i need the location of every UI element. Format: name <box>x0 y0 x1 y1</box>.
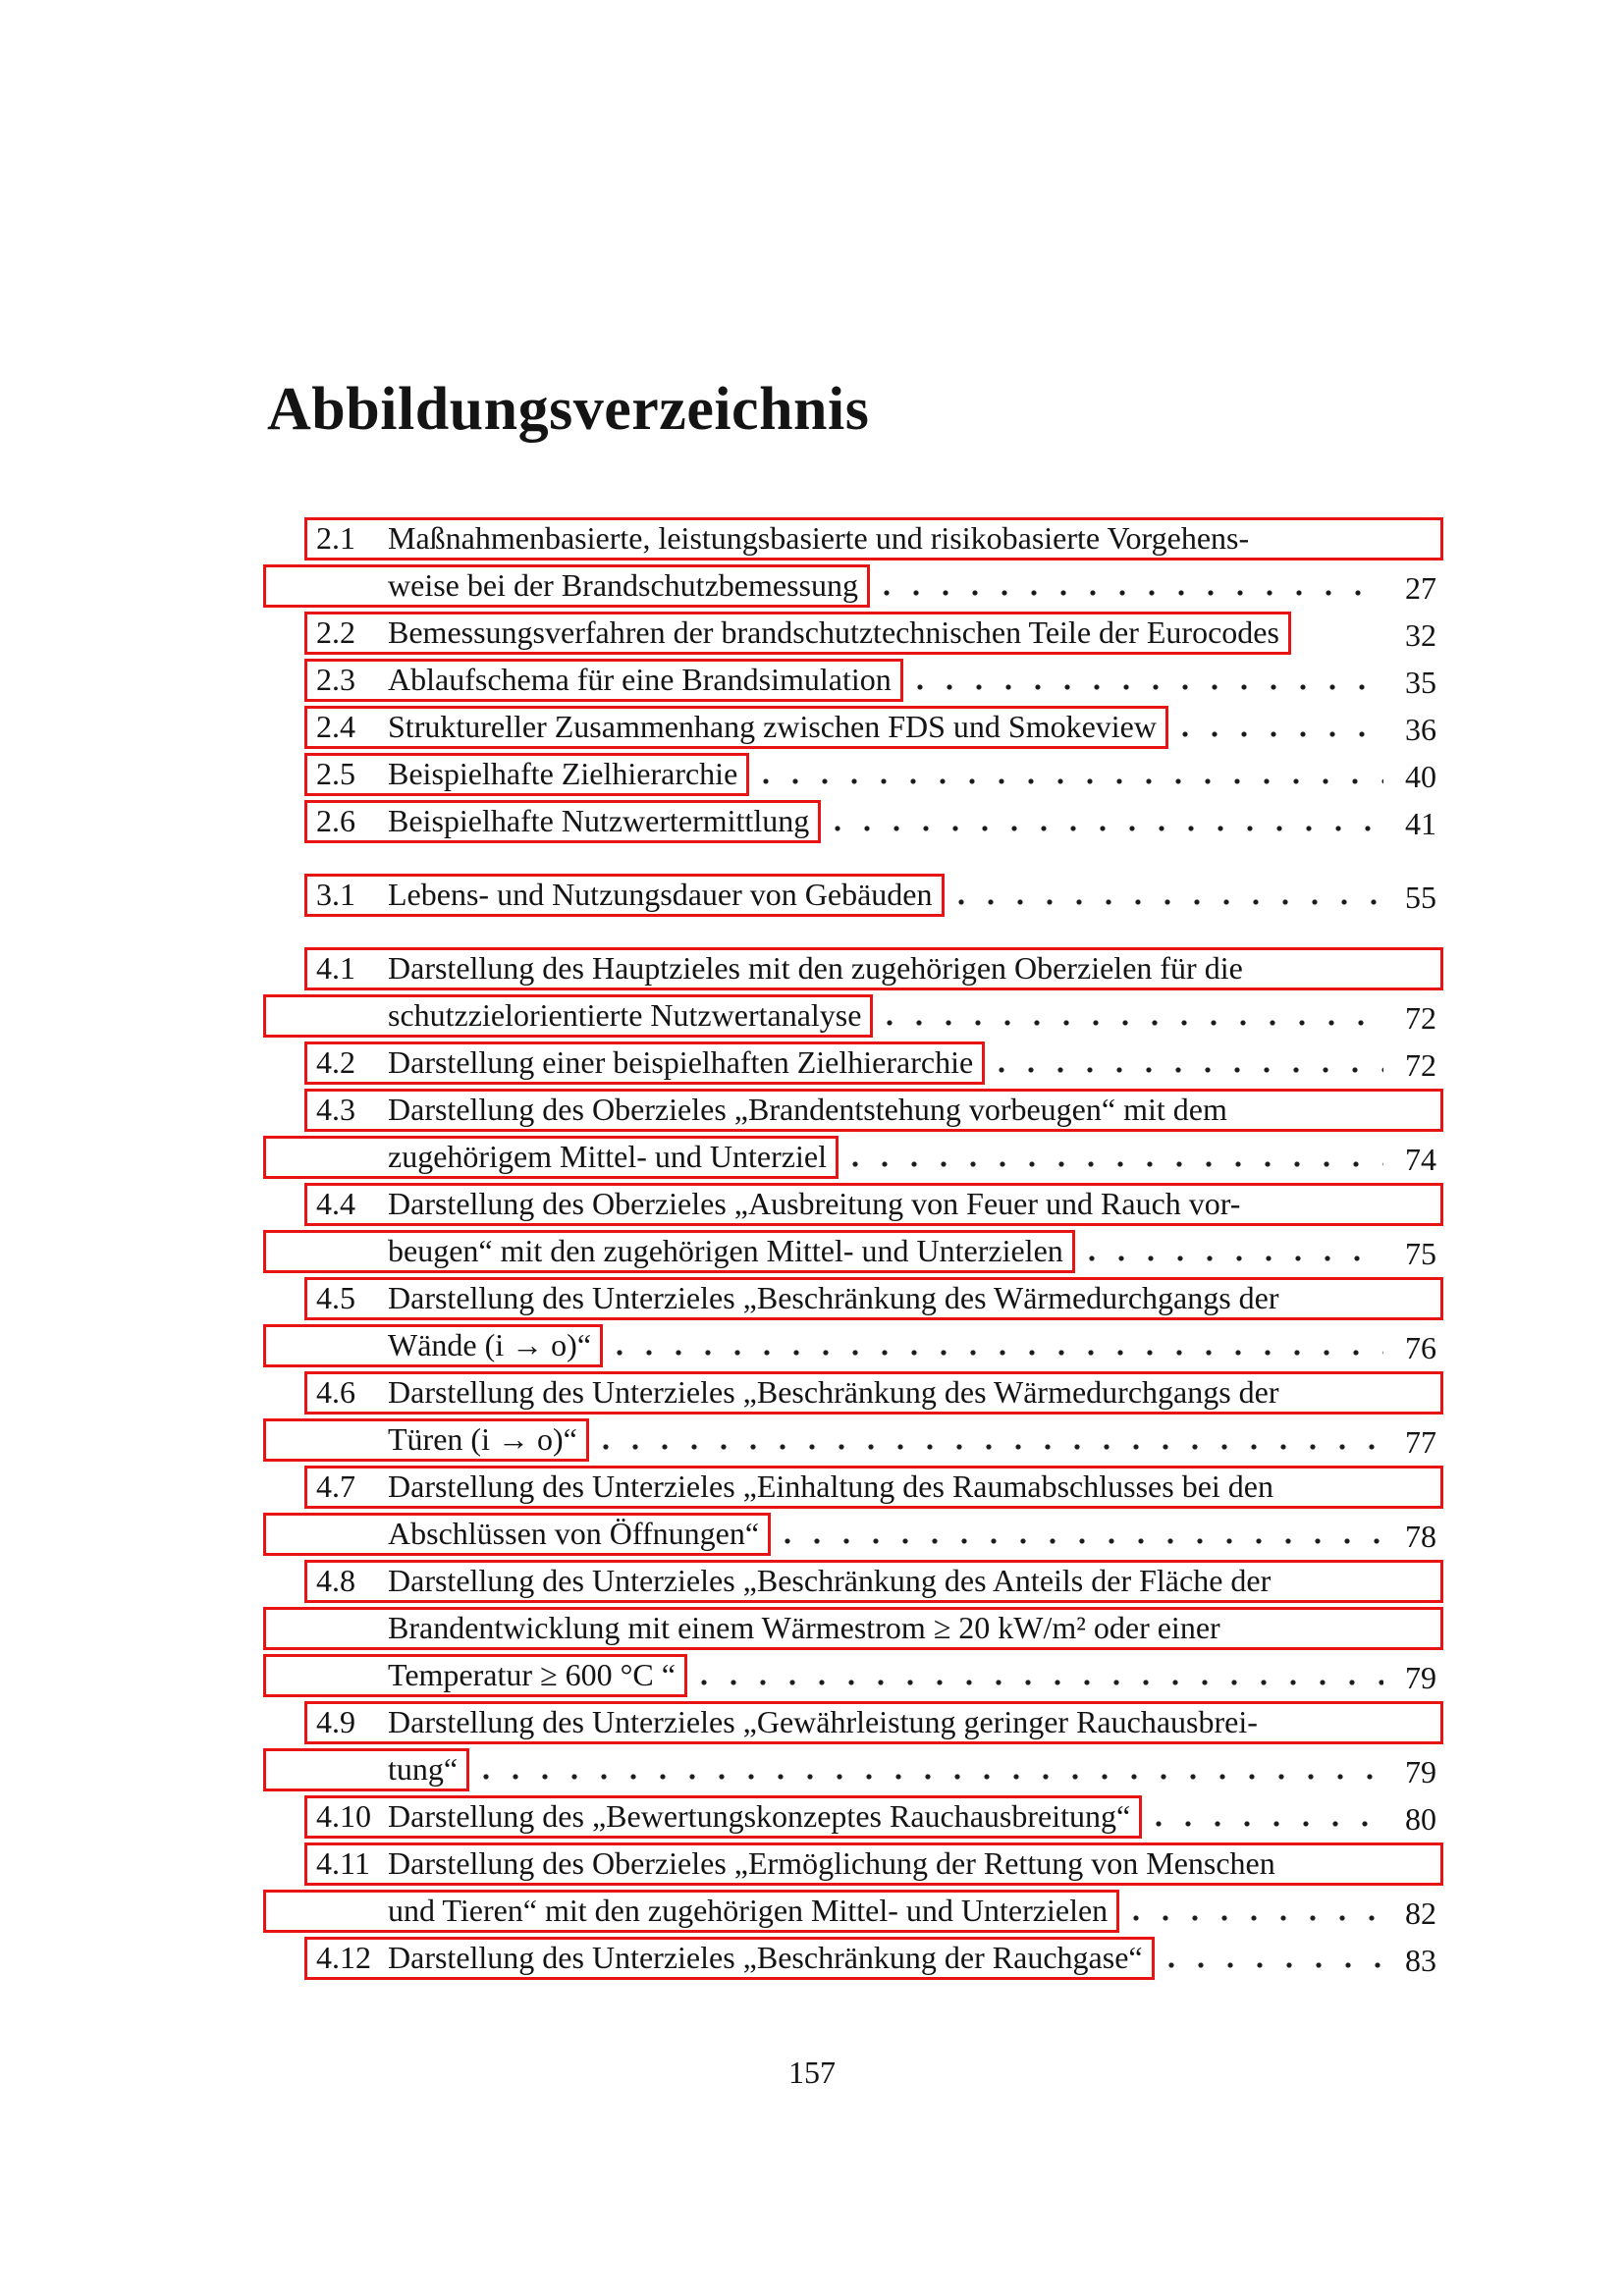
figure-number: 4.2 <box>316 1044 355 1080</box>
figure-link[interactable] <box>263 564 870 608</box>
toc-entry-line <box>316 1556 1436 1603</box>
dot-leader <box>617 1350 1383 1356</box>
page-ref: 72 <box>1405 1047 1436 1083</box>
figure-link[interactable] <box>263 1418 589 1462</box>
figure-number: 4.10 <box>316 1798 371 1834</box>
figure-number: 4.8 <box>316 1563 355 1598</box>
dot-leader <box>1089 1255 1383 1261</box>
figure-caption: Darstellung des Unterzieles „Gewährleistung geringer Rauchausbrei- <box>388 1704 1258 1739</box>
page-ref: 55 <box>1405 880 1436 915</box>
page-ref: 27 <box>1405 570 1436 606</box>
figure-number: 4.11 <box>316 1845 370 1881</box>
figure-number: 2.5 <box>316 756 355 791</box>
figure-caption: Abschlüssen von Öffnungen“ <box>388 1516 760 1551</box>
figure-link[interactable] <box>304 947 1443 990</box>
figure-caption: Darstellung des Unterzieles „Einhaltung des Raumabschlusses bei den <box>388 1468 1273 1504</box>
dot-leader <box>483 1774 1383 1780</box>
figure-link[interactable] <box>304 753 749 796</box>
figure-link[interactable] <box>304 1041 985 1085</box>
dot-leader <box>887 1020 1383 1026</box>
page-number: 157 <box>788 2055 836 2090</box>
figure-link[interactable] <box>304 1937 1155 1980</box>
page-ref: 72 <box>1405 1000 1436 1036</box>
figure-caption: und Tieren“ mit den zugehörigen Mittel- und Unterzielen <box>388 1893 1109 1928</box>
figure-caption: Beispielhafte Zielhierarchie <box>388 756 738 791</box>
figure-link[interactable] <box>304 1277 1443 1320</box>
figure-link[interactable] <box>304 517 1443 561</box>
figure-caption: Bemessungsverfahren der brandschutztechnischen Teile der Eurocodes <box>388 614 1279 650</box>
figure-caption: tung“ <box>388 1751 459 1787</box>
dot-leader <box>999 1067 1383 1073</box>
toc-entry-line <box>316 943 1436 990</box>
page-ref: 35 <box>1405 665 1436 700</box>
toc-entry-line <box>316 608 1436 655</box>
page-ref: 74 <box>1405 1142 1436 1177</box>
figure-caption: Darstellung des Hauptzieles mit den zugehörigen Oberzielen für die <box>388 950 1243 986</box>
dot-leader <box>884 590 1383 596</box>
page-ref: 82 <box>1405 1896 1436 1931</box>
toc-entry-line <box>316 870 1436 917</box>
toc-entry-line <box>316 1179 1436 1226</box>
figure-number: 2.6 <box>316 803 355 838</box>
figure-caption: Maßnahmenbasierte, leistungsbasierte und risikobasierte Vorgehens- <box>388 520 1250 556</box>
figure-number: 4.6 <box>316 1374 355 1410</box>
toc-entry-line <box>316 1650 1436 1697</box>
toc-entry-line <box>316 1367 1436 1415</box>
dot-leader <box>835 826 1383 831</box>
toc-entry-line <box>316 1697 1436 1744</box>
page-ref: 32 <box>1405 617 1436 653</box>
page-ref: 79 <box>1405 1754 1436 1789</box>
toc-entry-line <box>316 1273 1436 1320</box>
figure-link[interactable] <box>263 1230 1075 1273</box>
dot-leader <box>1133 1915 1383 1921</box>
toc-entry-line <box>316 1886 1436 1933</box>
toc-entry-line <box>316 1603 1436 1650</box>
figure-caption: Beispielhafte Nutzwertermittlung <box>388 803 810 838</box>
toc-entry-line <box>316 1791 1436 1839</box>
toc-entry-line <box>316 1320 1436 1367</box>
page-ref: 76 <box>1405 1330 1436 1365</box>
figure-caption: Brandentwicklung mit einem Wärmestrom ≥ 20 kW/m² oder einer <box>388 1610 1220 1645</box>
figure-caption: zugehörigem Mittel- und Unterziel <box>388 1139 827 1174</box>
figure-number: 4.7 <box>316 1468 355 1504</box>
dot-leader <box>1305 637 1383 643</box>
toc-entry-line <box>316 1085 1436 1132</box>
toc-entry-line <box>316 1744 1436 1791</box>
toc-entry-line <box>316 749 1436 796</box>
figure-number: 4.5 <box>316 1280 355 1315</box>
dot-leader <box>763 778 1383 784</box>
figure-link[interactable] <box>304 659 903 702</box>
toc-entry-line <box>316 702 1436 749</box>
toc-entry-line <box>316 990 1436 1038</box>
dot-leader <box>701 1680 1383 1685</box>
figure-number: 2.4 <box>316 709 355 744</box>
figure-caption: Darstellung des Unterzieles „Beschränkung des Wärmedurchgangs der <box>388 1280 1279 1315</box>
figure-caption: Darstellung des Oberzieles „Brandentstehung vorbeugen“ mit dem <box>388 1092 1227 1127</box>
figure-link[interactable] <box>263 1136 839 1179</box>
toc-entry-line <box>316 796 1436 843</box>
figure-link[interactable] <box>304 1183 1443 1226</box>
toc-entry-line <box>316 1038 1436 1085</box>
figure-caption: Darstellung des „Bewertungskonzeptes Rauchausbreitung“ <box>388 1798 1131 1834</box>
figure-caption: Türen (i → o)“ <box>388 1421 577 1457</box>
figure-caption: schutzzielorientierte Nutzwertanalyse <box>388 997 862 1033</box>
figure-link[interactable] <box>304 800 821 843</box>
dot-leader <box>1168 1962 1383 1968</box>
figure-link[interactable] <box>304 1560 1443 1603</box>
dot-leader <box>1156 1821 1383 1827</box>
figure-link[interactable] <box>304 706 1168 749</box>
toc-entry-line <box>316 1462 1436 1509</box>
dot-leader <box>1182 731 1383 737</box>
figure-link[interactable] <box>304 1795 1142 1839</box>
page-ref: 40 <box>1405 759 1436 794</box>
dot-leader <box>603 1444 1383 1450</box>
figure-caption: Darstellung einer beispielhaften Zielhierarchie <box>388 1044 974 1080</box>
figure-number: 4.12 <box>316 1940 371 1975</box>
figure-number: 2.3 <box>316 662 355 697</box>
page-title: Abbildungsverzeichnis <box>267 376 870 443</box>
page-ref: 83 <box>1405 1943 1436 1978</box>
figure-link[interactable] <box>263 1654 687 1697</box>
figure-link[interactable] <box>263 1748 469 1791</box>
figure-link[interactable] <box>263 994 873 1038</box>
figure-caption: Temperatur ≥ 600 °C “ <box>388 1657 676 1692</box>
page-ref: 36 <box>1405 712 1436 747</box>
toc-entry-line <box>316 1226 1436 1273</box>
figure-caption: weise bei der Brandschutzbemessung <box>388 567 858 603</box>
figure-number: 2.1 <box>316 520 355 556</box>
figure-caption: Wände (i → o)“ <box>388 1327 592 1362</box>
figure-link[interactable] <box>304 1701 1443 1744</box>
dot-leader <box>958 899 1384 905</box>
list-of-figures <box>316 513 1436 1980</box>
figure-link[interactable] <box>263 1513 771 1556</box>
toc-entry-line <box>316 1132 1436 1179</box>
figure-number: 3.1 <box>316 877 355 912</box>
dot-leader <box>785 1538 1383 1544</box>
figure-caption: Darstellung des Oberzieles „Ausbreitung von Feuer und Rauch vor- <box>388 1186 1241 1221</box>
figure-caption: Lebens- und Nutzungsdauer von Gebäuden <box>388 877 933 912</box>
toc-entry-line <box>316 513 1436 561</box>
figure-number: 4.4 <box>316 1186 355 1221</box>
figure-link[interactable] <box>263 1607 1443 1650</box>
figure-link[interactable] <box>263 1890 1119 1933</box>
figure-link[interactable] <box>304 1089 1443 1132</box>
page-ref: 79 <box>1405 1660 1436 1695</box>
figure-link[interactable] <box>304 874 945 917</box>
figure-caption: Struktureller Zusammenhang zwischen FDS und Smokeview <box>388 709 1157 744</box>
dot-leader <box>917 684 1383 690</box>
figure-link[interactable] <box>263 1324 603 1367</box>
figure-link[interactable] <box>304 1466 1443 1509</box>
toc-entry-line <box>316 1933 1436 1980</box>
figure-caption: beugen“ mit den zugehörigen Mittel- und Unterzielen <box>388 1233 1063 1268</box>
figure-number: 4.1 <box>316 950 355 986</box>
figure-number: 4.3 <box>316 1092 355 1127</box>
figure-link[interactable] <box>304 1842 1443 1886</box>
page-ref: 77 <box>1405 1424 1436 1460</box>
dot-leader <box>852 1161 1383 1167</box>
page-ref: 78 <box>1405 1519 1436 1554</box>
page-ref: 75 <box>1405 1236 1436 1271</box>
toc-entry-line <box>316 1509 1436 1556</box>
toc-entry-line <box>316 655 1436 702</box>
figure-number: 2.2 <box>316 614 355 650</box>
figure-number: 4.9 <box>316 1704 355 1739</box>
figure-link[interactable] <box>304 612 1291 655</box>
figure-link[interactable] <box>304 1371 1443 1415</box>
toc-entry-line <box>316 1415 1436 1462</box>
toc-entry-line <box>316 1839 1436 1886</box>
toc-entry-line <box>316 561 1436 608</box>
page-ref: 41 <box>1405 806 1436 841</box>
figure-caption: Darstellung des Unterzieles „Beschränkung des Wärmedurchgangs der <box>388 1374 1279 1410</box>
figure-caption: Darstellung des Unterzieles „Beschränkung des Anteils der Fläche der <box>388 1563 1272 1598</box>
figure-caption: Darstellung des Unterzieles „Beschränkung der Rauchgase“ <box>388 1940 1143 1975</box>
figure-caption: Darstellung des Oberzieles „Ermöglichung der Rettung von Menschen <box>388 1845 1275 1881</box>
figure-caption: Ablaufschema für eine Brandsimulation <box>388 662 892 697</box>
page-ref: 80 <box>1405 1801 1436 1837</box>
